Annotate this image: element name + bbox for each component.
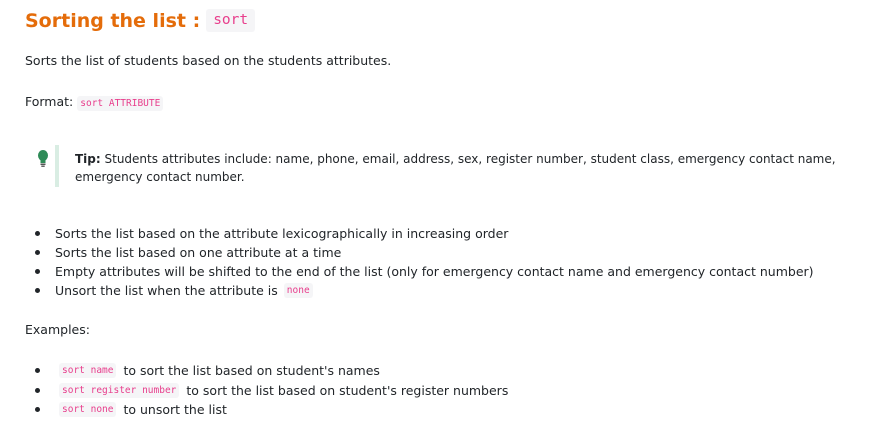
list-item-text: Sorts the list based on one attribute at a time bbox=[55, 245, 342, 260]
example-text: to sort the list based on student's names bbox=[123, 363, 380, 379]
list-item bbox=[35, 281, 814, 300]
section-heading bbox=[25, 9, 255, 32]
bullet-icon bbox=[35, 407, 40, 412]
format-label: Format: bbox=[25, 94, 74, 109]
bullet-icon bbox=[35, 231, 40, 236]
tip-label: Tip: bbox=[75, 152, 101, 166]
bullet-icon bbox=[35, 368, 40, 373]
list-item bbox=[35, 224, 814, 243]
list-item bbox=[35, 361, 508, 381]
example-code: sort name bbox=[59, 363, 116, 378]
list-item-text: Empty attributes will be shifted to the end of the list (only for emergency contact name and emergency contact number) bbox=[55, 264, 814, 279]
bullet-icon bbox=[35, 388, 40, 393]
list-item bbox=[35, 381, 508, 401]
list-item-text: Unsort the list when the attribute is bbox=[55, 283, 278, 298]
examples-label: Examples: bbox=[25, 322, 90, 337]
bullet-icon bbox=[35, 250, 40, 255]
tip-callout bbox=[35, 145, 857, 187]
format-code: sort ATTRIBUTE bbox=[77, 96, 163, 111]
tip-body: Students attributes include: name, phone, email, address, sex, register number, student class, emergency contact name, emergency contact number. bbox=[75, 152, 836, 184]
example-code: sort register number bbox=[59, 383, 179, 398]
section-title: Sorting the list : bbox=[25, 9, 201, 32]
list-item bbox=[35, 262, 814, 281]
list-item bbox=[35, 400, 508, 420]
notes-list bbox=[35, 224, 814, 300]
lightbulb-icon bbox=[35, 149, 51, 169]
format-line bbox=[25, 94, 163, 109]
example-text: to unsort the list bbox=[123, 402, 227, 418]
example-text: to sort the list based on student's register numbers bbox=[186, 382, 509, 398]
tip-bar bbox=[55, 145, 59, 187]
inline-code: none bbox=[284, 283, 313, 298]
list-item-text: Sorts the list based on the attribute lexicographically in increasing order bbox=[55, 226, 509, 241]
bullet-icon bbox=[35, 269, 40, 274]
bullet-icon bbox=[35, 288, 40, 293]
tip-text bbox=[75, 150, 857, 186]
command-code: sort bbox=[206, 9, 255, 32]
examples-list bbox=[35, 361, 508, 420]
list-item bbox=[35, 243, 814, 262]
section-description: Sorts the list of students based on the students attributes. bbox=[25, 53, 392, 68]
example-code: sort none bbox=[59, 402, 116, 417]
